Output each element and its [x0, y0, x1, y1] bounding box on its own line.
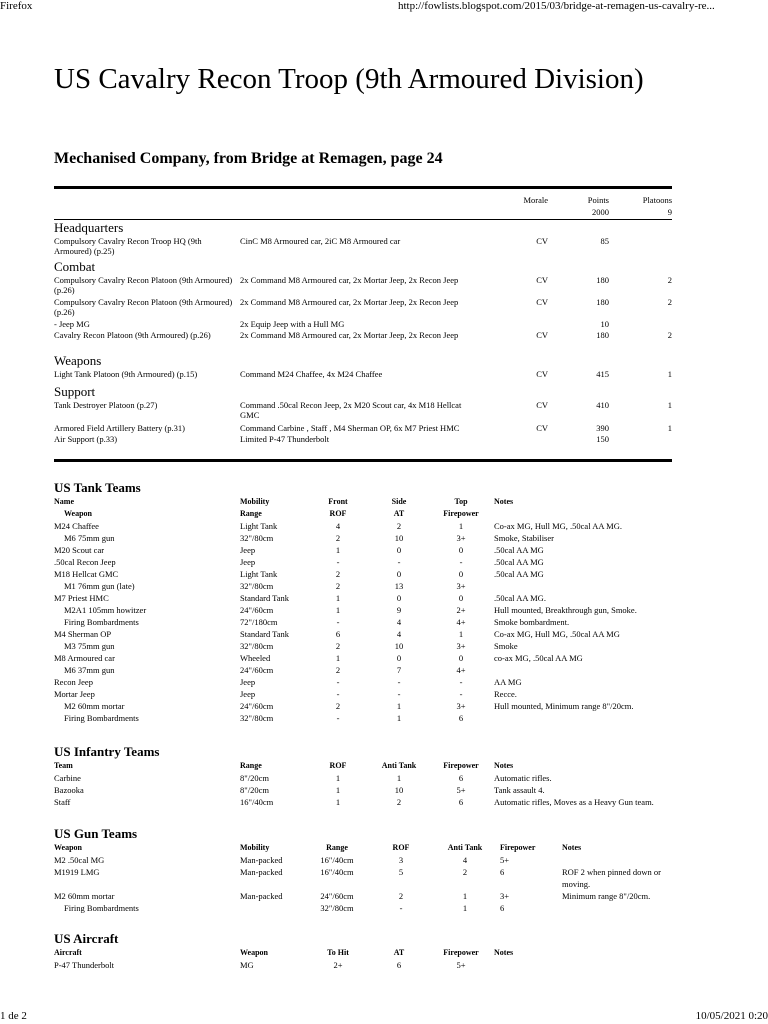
column-header: Name — [54, 497, 74, 506]
table-cell: Jeep — [240, 677, 256, 687]
row-desc: 2x Equip Jeep with a Hull MG — [240, 319, 345, 329]
table-cell: Smoke — [494, 641, 518, 651]
row-name: - Jeep MG — [54, 319, 90, 329]
table-cell: 5 — [398, 867, 404, 877]
section-heading-combat: Combat — [54, 259, 96, 274]
row-morale: CV — [536, 297, 548, 307]
table-cell: 1 — [335, 593, 341, 603]
column-header: Aircraft — [54, 948, 82, 957]
table-cell: Bazooka — [54, 785, 84, 795]
table-row — [54, 664, 684, 676]
army-list-row — [54, 236, 672, 258]
table-cell: .50cal AA MG — [494, 545, 544, 555]
army-list-header — [54, 193, 672, 219]
table-cell: 2+ — [333, 960, 343, 970]
table-subheader-row — [54, 508, 684, 520]
table-row — [54, 592, 684, 604]
row-name: Compulsory Cavalry Recon Platoon (9th Armoured) (p.26) — [54, 275, 233, 295]
table-cell: 2 — [335, 533, 341, 543]
table-row — [54, 628, 684, 640]
table-row — [54, 652, 684, 664]
column-header: Firepower — [500, 843, 536, 852]
table-cell: M24 Chaffee — [54, 521, 99, 531]
column-header: Mobility — [240, 843, 270, 852]
table-cell: 2 — [335, 701, 341, 711]
table-cell: - — [397, 689, 401, 699]
gun-teams-section — [54, 825, 694, 914]
table-row — [54, 580, 684, 592]
aircraft-section — [54, 930, 694, 971]
table-cell: 0 — [396, 569, 402, 579]
table-cell: - — [459, 557, 463, 567]
row-platoons: 2 — [667, 275, 672, 285]
aircraft-table — [54, 947, 684, 971]
table-cell: 1 — [335, 605, 341, 615]
table-cell: 32"/80cm — [320, 903, 354, 913]
table-cell: Smoke bombardment. — [494, 617, 570, 627]
column-header: AT — [393, 948, 405, 957]
table-cell: 1 — [462, 891, 468, 901]
table-cell: Man-packed — [240, 855, 283, 865]
column-subheader — [494, 508, 684, 520]
row-points: 180 — [596, 275, 609, 285]
table-cell: 0 — [458, 545, 464, 555]
table-cell: - — [459, 689, 463, 699]
row-desc: 2x Command M8 Armoured car, 2x Mortar Jeep, 2x Recon Jeep — [240, 275, 459, 285]
column-subheader: AT — [393, 509, 405, 518]
table-cell: Man-packed — [240, 891, 283, 901]
table-cell: Light Tank — [240, 569, 278, 579]
column-subheader: Firepower — [443, 509, 479, 518]
table-cell — [494, 580, 684, 592]
table-cell: 32"/80cm — [240, 713, 274, 723]
table-row — [54, 640, 684, 652]
table-cell: Standard Tank — [240, 593, 290, 603]
row-desc: Limited P-47 Thunderbolt — [240, 434, 330, 444]
table-cell: M2A1 105mm howitzer — [64, 605, 147, 615]
table-cell: 24"/60cm — [240, 605, 274, 615]
table-cell: 2 — [335, 641, 341, 651]
army-list-row — [54, 319, 672, 330]
table-row — [54, 772, 684, 784]
table-row — [54, 796, 684, 808]
table-cell: 4 — [462, 855, 468, 865]
table-cell: 1 — [335, 773, 341, 783]
table-cell: 8"/20cm — [240, 773, 269, 783]
gun-teams-title: US Gun Teams — [54, 826, 138, 841]
table-cell: Standard Tank — [240, 629, 290, 639]
table-cell: M8 Armoured car — [54, 653, 115, 663]
row-desc: 2x Command M8 Armoured car, 2x Mortar Jeep, 2x Recon Jeep — [240, 297, 459, 307]
table-cell: 6 — [458, 797, 464, 807]
table-cell: - — [336, 617, 340, 627]
table-cell: M6 75mm gun — [64, 533, 115, 543]
table-cell: Recon Jeep — [54, 677, 93, 687]
page-url[interactable]: http://fowlists.blogspot.com/2015/03/bridge-at-remagen-us-cavalry-re... — [398, 0, 715, 12]
table-cell: M2 .50cal MG — [54, 855, 105, 865]
table-cell — [240, 902, 302, 914]
table-cell: AA MG — [494, 677, 522, 687]
table-cell: 10 — [394, 533, 404, 543]
table-cell: 2 — [335, 581, 341, 591]
infantry-teams-title: US Infantry Teams — [54, 744, 160, 759]
page-subtitle: Mechanised Company, from Bridge at Remagen, page 24 — [54, 150, 443, 167]
table-cell: 3+ — [500, 891, 510, 901]
infantry-teams-section — [54, 743, 694, 808]
table-cell: 2 — [396, 521, 402, 531]
table-row — [54, 866, 682, 890]
table-cell: .50cal AA MG. — [494, 593, 546, 603]
table-cell: 0 — [396, 653, 402, 663]
table-cell: 4+ — [456, 617, 466, 627]
table-header-row — [54, 760, 684, 772]
table-cell: 16"/40cm — [320, 867, 354, 877]
table-cell: M20 Scout car — [54, 545, 105, 555]
row-name: Armored Field Artillery Battery (p.31) — [54, 423, 186, 433]
column-header: Top — [454, 497, 468, 506]
army-list-row — [54, 400, 672, 423]
row-platoons: 1 — [667, 369, 672, 379]
army-list-row — [54, 330, 672, 352]
column-header: To Hit — [327, 948, 349, 957]
platoons-header: Platoons — [642, 195, 672, 205]
column-header: Range — [240, 761, 262, 770]
table-cell: 24"/60cm — [240, 701, 274, 711]
row-desc: Command .50cal Recon Jeep, 2x M20 Scout car, 4x M18 Hellcat GMC — [240, 400, 462, 420]
table-cell: 8"/20cm — [240, 785, 269, 795]
table-row — [54, 688, 684, 700]
table-cell: Automatic rifles, Moves as a Heavy Gun team. — [494, 797, 654, 807]
table-cell: - — [336, 713, 340, 723]
table-cell: 5+ — [456, 785, 466, 795]
table-cell: M6 37mm gun — [64, 665, 115, 675]
table-cell: 10 — [394, 641, 404, 651]
table-cell: 3+ — [456, 641, 466, 651]
table-cell — [562, 902, 682, 914]
column-header: Mobility — [240, 497, 270, 506]
column-header: Notes — [562, 843, 582, 852]
table-cell: - — [459, 677, 463, 687]
table-cell: - — [336, 557, 340, 567]
aircraft-title: US Aircraft — [54, 931, 119, 946]
table-cell: 3+ — [456, 533, 466, 543]
row-points: 390 — [596, 423, 609, 433]
table-cell: MG — [240, 960, 254, 970]
table-row — [54, 544, 684, 556]
column-header: Anti Tank — [447, 843, 483, 852]
table-row — [54, 532, 684, 544]
row-morale: CV — [536, 330, 548, 340]
table-cell: 4 — [335, 521, 341, 531]
table-cell: Automatic rifles. — [494, 773, 552, 783]
army-list-row — [54, 423, 672, 434]
platoons-value-header: 9 — [667, 207, 672, 217]
table-cell: 1 — [396, 701, 402, 711]
table-cell: co-ax MG, .50cal AA MG — [494, 653, 583, 663]
print-datetime: 10/05/2021 0:20 — [695, 1010, 768, 1022]
table-cell: Light Tank — [240, 521, 278, 531]
column-subheader: ROF — [329, 509, 347, 518]
row-points: 410 — [596, 400, 609, 410]
column-subheader: Range — [240, 509, 262, 518]
table-cell: M4 Sherman OP — [54, 629, 112, 639]
table-cell: 0 — [458, 569, 464, 579]
table-cell: 32"/80cm — [240, 533, 274, 543]
table-cell: M2 60mm mortar — [64, 701, 125, 711]
table-row — [54, 890, 682, 902]
table-cell: M2 60mm mortar — [54, 891, 115, 901]
browser-footer — [0, 1010, 768, 1024]
row-points: 415 — [596, 369, 609, 379]
table-cell: 0 — [458, 653, 464, 663]
table-cell: Firing Bombardments — [64, 903, 139, 913]
table-row — [54, 854, 682, 866]
tank-teams-title: US Tank Teams — [54, 480, 141, 495]
table-cell: - — [397, 677, 401, 687]
table-cell: 5+ — [500, 855, 510, 865]
table-cell: 32"/80cm — [240, 641, 274, 651]
table-cell: 3 — [398, 855, 404, 865]
table-cell: .50cal Recon Jeep — [54, 557, 116, 567]
army-list-row — [54, 275, 672, 297]
table-cell: 1 — [396, 713, 402, 723]
morale-header: Morale — [523, 195, 548, 205]
table-cell: 0 — [396, 545, 402, 555]
table-cell — [494, 712, 684, 724]
table-cell: 2 — [398, 891, 404, 901]
bottom-rule — [54, 459, 672, 462]
row-morale: CV — [536, 400, 548, 410]
table-cell: 6 — [458, 773, 464, 783]
column-header: Notes — [494, 761, 514, 770]
row-name: Compulsory Cavalry Recon Platoon (9th Armoured) (p.26) — [54, 297, 233, 317]
row-platoons: 1 — [667, 423, 672, 433]
table-cell: Hull mounted, Breakthrough gun, Smoke. — [494, 605, 637, 615]
table-cell: 6 — [500, 903, 505, 913]
table-cell: 7 — [396, 665, 402, 675]
table-cell: Staff — [54, 797, 71, 807]
row-name: Air Support (p.33) — [54, 434, 118, 444]
table-cell: 32"/80cm — [240, 581, 274, 591]
row-morale: CV — [536, 423, 548, 433]
table-cell: M7 Priest HMC — [54, 593, 109, 603]
table-cell: 2+ — [456, 605, 466, 615]
table-cell: Jeep — [240, 689, 256, 699]
table-cell: 9 — [396, 605, 402, 615]
table-cell: 1 — [335, 653, 341, 663]
table-cell: 6 — [335, 629, 341, 639]
table-header-row — [54, 496, 684, 508]
table-cell: M3 75mm gun — [64, 641, 115, 651]
table-row — [54, 676, 684, 688]
army-list-row — [54, 369, 672, 383]
row-platoons: 2 — [667, 297, 672, 307]
table-cell: Tank assault 4. — [494, 785, 545, 795]
row-morale: CV — [536, 236, 548, 246]
table-cell: 4 — [396, 617, 402, 627]
table-cell: 3+ — [456, 581, 466, 591]
column-header: ROF — [329, 761, 347, 770]
table-cell: 6 — [396, 960, 402, 970]
infantry-teams-table — [54, 760, 684, 808]
table-cell: Co-ax MG, Hull MG, .50cal AA MG — [494, 629, 620, 639]
table-cell — [562, 854, 682, 866]
row-points: 180 — [596, 297, 609, 307]
table-cell: 16"/40cm — [320, 855, 354, 865]
gun-teams-table — [54, 842, 682, 914]
table-cell: 0 — [396, 593, 402, 603]
army-list-row — [54, 434, 672, 445]
table-header-row — [54, 947, 684, 959]
row-desc: 2x Command M8 Armoured car, 2x Mortar Jeep, 2x Recon Jeep — [240, 330, 459, 340]
table-cell: P-47 Thunderbolt — [54, 960, 115, 970]
section-heading-hq: Headquarters — [54, 220, 124, 235]
column-header: Firepower — [443, 761, 479, 770]
column-header: Firepower — [443, 948, 479, 957]
row-points: 150 — [596, 434, 609, 444]
row-name: Tank Destroyer Platoon (p.27) — [54, 400, 158, 410]
table-cell: 72"/180cm — [240, 617, 278, 627]
row-platoons: 2 — [667, 330, 672, 340]
row-desc: Command Carbine , Staff , M4 Sherman OP, 6x M7 Priest HMC — [240, 423, 460, 433]
table-cell: 16"/40cm — [240, 797, 274, 807]
table-cell: 2 — [396, 797, 402, 807]
table-cell: 24"/60cm — [240, 665, 274, 675]
table-cell: Recce. — [494, 689, 517, 699]
table-row — [54, 556, 684, 568]
page-title: US Cavalry Recon Troop (9th Armoured Division) — [54, 63, 644, 95]
table-cell: Co-ax MG, Hull MG, .50cal AA MG. — [494, 521, 622, 531]
table-cell: 1 — [462, 903, 468, 913]
table-cell: 2 — [335, 665, 341, 675]
table-cell: Hull mounted, Minimum range 8"/20cm. — [494, 701, 634, 711]
table-cell: 4 — [396, 629, 402, 639]
table-cell: 1 — [458, 521, 464, 531]
table-cell: M1 76mm gun (late) — [64, 581, 135, 591]
table-row — [54, 784, 684, 796]
table-cell: Mortar Jeep — [54, 689, 95, 699]
table-cell: 3+ — [456, 701, 466, 711]
table-row — [54, 520, 684, 532]
table-cell: 1 — [335, 785, 341, 795]
table-cell: Carbine — [54, 773, 81, 783]
table-row — [54, 604, 684, 616]
table-cell: 24"/60cm — [320, 891, 354, 901]
column-header: ROF — [392, 843, 410, 852]
top-rule — [54, 186, 672, 189]
row-name: Light Tank Platoon (9th Armoured) (p.15) — [54, 369, 198, 379]
table-cell: 1 — [396, 773, 402, 783]
table-cell: - — [336, 677, 340, 687]
table-cell: M18 Hellcat GMC — [54, 569, 119, 579]
table-header-row — [54, 842, 682, 854]
header-rule — [54, 219, 672, 220]
table-cell: - — [397, 557, 401, 567]
page-count: 1 de 2 — [0, 1010, 27, 1022]
table-cell: 1 — [458, 629, 464, 639]
table-cell: 6 — [458, 713, 464, 723]
row-platoons: 1 — [667, 400, 672, 410]
table-cell: Man-packed — [240, 867, 283, 877]
table-cell: Firing Bombardments — [64, 617, 139, 627]
table-cell: 6 — [500, 867, 505, 877]
tank-teams-table — [54, 496, 684, 724]
table-cell: 1 — [335, 545, 341, 555]
army-list — [54, 193, 672, 445]
row-points: 85 — [600, 236, 609, 246]
table-cell: 0 — [458, 593, 464, 603]
table-cell: 2 — [335, 569, 341, 579]
row-name: Compulsory Cavalry Recon Troop HQ (9th Armoured) (p.25) — [54, 236, 202, 256]
column-header: Anti Tank — [381, 761, 417, 770]
table-cell: .50cal AA MG — [494, 569, 544, 579]
table-cell — [494, 959, 684, 971]
table-cell: - — [336, 689, 340, 699]
column-header: Range — [326, 843, 348, 852]
table-row — [54, 700, 684, 712]
column-header: Side — [391, 497, 407, 506]
column-header: Front — [328, 497, 348, 506]
table-cell: 13 — [394, 581, 404, 591]
column-header: Weapon — [240, 948, 269, 957]
table-cell: Jeep — [240, 557, 256, 567]
column-header: Team — [54, 761, 73, 770]
points-value-header: 2000 — [592, 207, 609, 217]
table-row — [54, 568, 684, 580]
table-row — [54, 712, 684, 724]
table-cell: Jeep — [240, 545, 256, 555]
table-cell: 1 — [335, 797, 341, 807]
column-header: Notes — [494, 948, 514, 957]
table-cell: - — [399, 903, 403, 913]
browser-name: Firefox — [0, 0, 33, 12]
table-cell — [494, 664, 684, 676]
section-heading-support: Support — [54, 384, 96, 399]
table-cell: .50cal AA MG — [494, 557, 544, 567]
row-name: Cavalry Recon Platoon (9th Armoured) (p.26) — [54, 330, 211, 340]
table-row — [54, 959, 684, 971]
table-row — [54, 902, 682, 914]
tank-teams-section — [54, 479, 694, 724]
army-list-row — [54, 297, 672, 319]
column-subheader: Weapon — [64, 509, 93, 518]
row-points: 180 — [596, 330, 609, 340]
row-desc: Command M24 Chaffee, 4x M24 Chaffee — [240, 369, 383, 379]
table-cell: Minimum range 8"/20cm. — [562, 891, 651, 901]
table-cell: 4+ — [456, 665, 466, 675]
points-header: Points — [587, 195, 609, 205]
column-header: Weapon — [54, 843, 83, 852]
section-heading-weapons: Weapons — [54, 353, 102, 368]
browser-header — [0, 0, 768, 14]
table-cell: Firing Bombardments — [64, 713, 139, 723]
table-cell: 5+ — [456, 960, 466, 970]
row-points: 10 — [600, 319, 609, 329]
table-row — [54, 616, 684, 628]
row-morale: CV — [536, 369, 548, 379]
table-cell: 10 — [394, 785, 404, 795]
row-desc: CinC M8 Armoured car, 2iC M8 Armoured car — [240, 236, 401, 246]
table-cell: 2 — [462, 867, 468, 877]
table-cell: M1919 LMG — [54, 867, 100, 877]
table-cell: ROF 2 when pinned down or moving. — [562, 867, 661, 889]
table-cell: Smoke, Stabiliser — [494, 533, 554, 543]
row-morale: CV — [536, 275, 548, 285]
table-cell: Wheeled — [240, 653, 271, 663]
column-header: Notes — [494, 497, 514, 506]
